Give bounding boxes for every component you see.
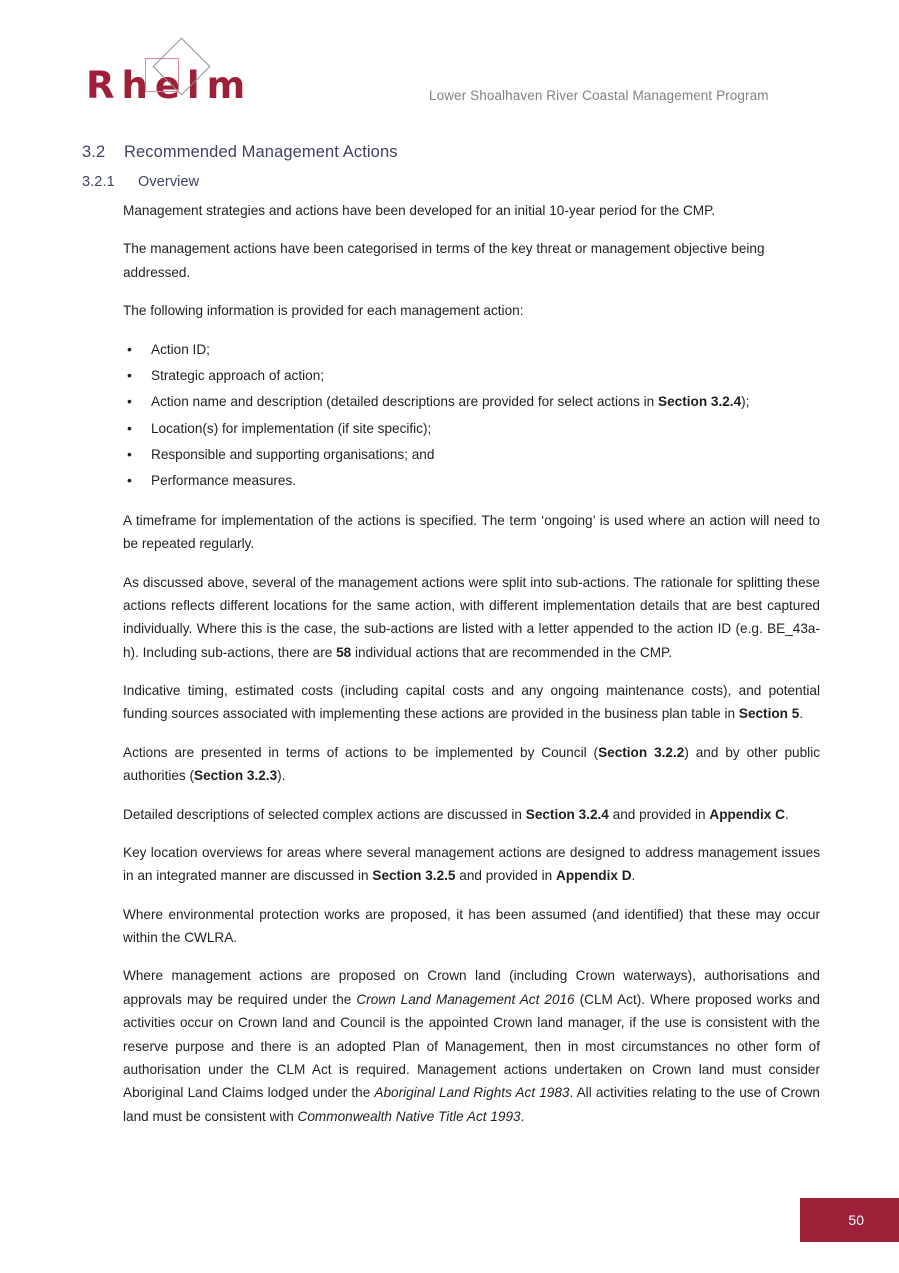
paragraph-6-text-b: .: [799, 706, 804, 722]
list-item-text: Strategic approach of action;: [151, 367, 325, 383]
list-item-text: Performance measures.: [151, 473, 297, 489]
list-item-text: Responsible and supporting organisations; and: [151, 447, 435, 462]
paragraph-9: [123, 841, 820, 888]
paragraph-7: [123, 741, 820, 788]
information-bullet-list: [123, 338, 820, 493]
page-content: [82, 143, 820, 1143]
paragraph-9-text-c: .: [631, 868, 636, 884]
paragraph-11-italic-native-title-act: Commonwealth Native Title Act 1993: [297, 1108, 521, 1124]
paragraph-7-bold-section-323: Section 3.2.3: [194, 768, 278, 784]
paragraph-8-text-b: and provided in: [608, 806, 710, 822]
list-item: [123, 390, 820, 413]
list-item: [123, 443, 820, 466]
paragraph-7-bold-section-322: Section 3.2.2: [598, 744, 685, 760]
paragraph-11-italic-alr-act: Aboriginal Land Rights Act 1983: [374, 1085, 570, 1101]
list-item-text: Action name and description (detailed descriptions are provided for select actions in: [151, 394, 659, 410]
paragraph-8: [123, 803, 820, 826]
section-heading-3-2: [82, 143, 820, 162]
paragraph-11-text-b: (CLM Act). Where proposed works and activities occur on Crown land and Council is the appointed Crown land manager, if the use is consistent with the reserve purpose and there is an adopted Plan of Management, then in most circumstances no other form of authorisation under the CLM Act is required. Management actions undertaken on Crown land must consider Aboriginal Land Claims lodged under the: [123, 991, 820, 1101]
paragraph-6-text-a: Indicative timing, estimated costs (including capital costs and any ongoing maintenance costs), and potential funding sources associated with implementing these actions are provided in the business plan table in: [123, 683, 820, 722]
paragraph-4: A timeframe for implementation of the actions is specified. The term ‘ongoing’ is used where an action will need to be repeated regularly.: [123, 512, 820, 552]
paragraph-5-text-a: As discussed above, several of the management actions were split into sub-actions. The rationale for splitting these actions reflects different locations for the same action, with different implementation details that are best captured individually. Where this is the case, the sub-actions are listed with a letter appended to the action ID (e.g. BE_43a-h). Including sub-actions, there are: [123, 574, 820, 660]
section-title-3-2-1: Overview: [138, 174, 200, 190]
paragraph-8-bold-appendix-c: Appendix C: [709, 806, 785, 822]
section-number-3-2-1: 3.2.1: [82, 174, 115, 190]
list-item: [123, 469, 820, 492]
page-header: [0, 0, 899, 130]
page-number-box: [800, 1198, 899, 1242]
page-number: 50: [848, 1212, 864, 1228]
list-item-bold: Section 3.2.4: [658, 394, 742, 410]
logo-wordmark: Rhelm: [86, 64, 253, 107]
list-item-text: Location(s) for implementation (if site specific);: [151, 420, 432, 436]
paragraph-6-bold-section-5: Section 5: [738, 706, 800, 722]
section-heading-3-2-1: [82, 174, 820, 190]
paragraph-5-bold-count: 58: [336, 644, 352, 660]
paragraph-9-bold-section-325: Section 3.2.5: [372, 868, 456, 884]
paragraph-11-italic-clm-act: Crown Land Management Act 2016: [356, 991, 575, 1007]
section-title-3-2: Recommended Management Actions: [124, 143, 398, 161]
list-item: [123, 417, 820, 440]
paragraph-7-text-b: ) and by other public authorities (: [123, 744, 821, 784]
list-item-text-tail: );: [741, 394, 750, 410]
paragraph-5: [123, 571, 820, 665]
body-block: [82, 199, 820, 1128]
paragraph-10: Where environmental protection works are proposed, it has been assumed (and identified) that these may occur within the CWLRA.: [123, 906, 820, 945]
document-title-header: Lower Shoalhaven River Coastal Management Program: [429, 88, 769, 103]
paragraph-9-text-b: and provided in: [455, 868, 556, 884]
paragraph-9-text-a: Key location overviews for areas where several management actions are designed to address management issues in an integrated manner are discussed in: [123, 844, 820, 884]
rhelm-logo: [86, 45, 346, 115]
paragraph-5-text-b: individual actions that are recommended in the CMP.: [351, 644, 673, 660]
paragraph-7-text-c: ).: [277, 768, 286, 784]
list-item: [123, 338, 820, 361]
paragraph-8-text-c: .: [784, 806, 789, 822]
paragraph-8-text-a: Detailed descriptions of selected complex actions are discussed in: [123, 806, 526, 822]
paragraph-11-text-a: Where management actions are proposed on Crown land (including Crown waterways), authorisations and approvals may be required under the: [123, 968, 820, 1007]
paragraph-2: The management actions have been categorised in terms of the key threat or management objective being addressed.: [123, 241, 765, 280]
paragraph-11-text-d: .: [520, 1108, 525, 1124]
section-number-3-2: 3.2: [82, 143, 106, 161]
paragraph-7-text-a: Actions are presented in terms of actions to be implemented by Council (: [123, 744, 599, 760]
paragraph-11-text-c: . All activities relating to the use of Crown land must be consistent with: [123, 1085, 820, 1124]
paragraph-6: [123, 679, 820, 726]
paragraph-8-bold-section-324: Section 3.2.4: [525, 806, 609, 822]
paragraph-3: The following information is provided for each management action:: [123, 303, 524, 319]
paragraph-1: Management strategies and actions have been developed for an initial 10-year period for the CMP.: [123, 203, 716, 218]
paragraph-11: [123, 964, 820, 1128]
paragraph-9-bold-appendix-d: Appendix D: [556, 868, 632, 884]
list-item: [123, 364, 820, 387]
list-item-text: Action ID;: [151, 341, 210, 357]
